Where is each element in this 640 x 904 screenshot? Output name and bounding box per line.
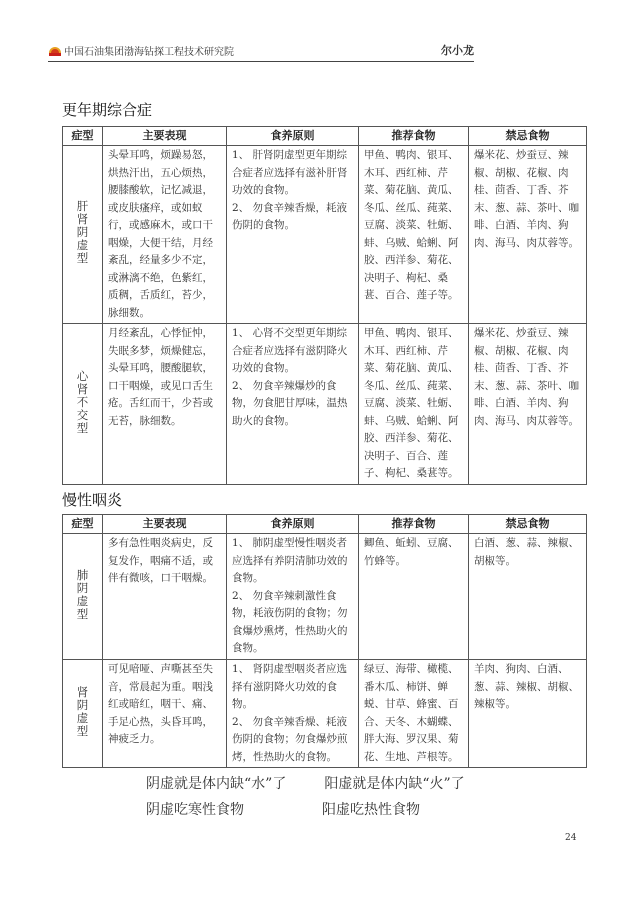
recommended-cell: 甲鱼、鸭肉、银耳、木耳、西红柿、芹菜、菊花脑、黄瓜、冬瓜、丝瓜、莼菜、豆腐、淡菜、牡蛎、蚌、乌贼、蛤蜊、阿胶、西洋参、菊花、决明子、枸杞、桑葚、百合、莲子等。: [359, 146, 469, 324]
header-author: 尔小龙: [441, 44, 474, 57]
recommended-cell: 甲鱼、鸭肉、银耳、木耳、西红柿、芹菜、菊花脑、黄瓜、冬瓜、丝瓜、莼菜、豆腐、淡菜、牡蛎、蚌、乌贼、蛤蜊、阿胶、西洋参、菊花、决明子、百合、莲子、枸杞、桑葚等。: [359, 324, 469, 485]
syndrome-type-cell: 肾阴虚型: [63, 660, 103, 768]
col-header-type: 症型: [63, 127, 103, 146]
yin-deficiency-diet: 阴虚吃寒性食物: [146, 802, 244, 818]
forbidden-cell: 羊肉、狗肉、白酒、葱、蒜、辣椒、胡椒、辣椒等。: [469, 660, 587, 768]
table-row: [63, 146, 587, 324]
syndrome-type-cell: 肝肾阴虚型: [63, 146, 103, 324]
forbidden-cell: 爆米花、炒蚕豆、辣椒、胡椒、花椒、肉桂、茴香、丁香、芥末、葱、蒜、茶叶、咖啡、白酒、羊肉、狗肉、海马、肉苁蓉等。: [469, 146, 587, 324]
petrochina-logo-icon: [48, 45, 62, 57]
page-header: [48, 42, 474, 62]
symptoms-cell: 可见喑哑、声嘶甚至失音，常晨起为重。咽浅红或暗红，咽干、痛、手足心热，头昏耳鸣，神疲乏力。: [103, 660, 227, 768]
table-row: [63, 660, 587, 768]
col-header-type: 症型: [63, 515, 103, 534]
principles-cell: 1、 肝肾阴虚型更年期综合症者应选择有滋补肝肾功效的食物。 2、 勿食辛辣香燥，耗液伤阴的食物。: [227, 146, 359, 324]
pharyngitis-table: [62, 514, 587, 768]
col-header-recommended: 推荐食物: [359, 127, 469, 146]
table-row: [63, 534, 587, 660]
summary-line-2: [146, 799, 420, 819]
section-title-pharyngitis: 慢性咽炎: [62, 491, 123, 509]
organization-name: 中国石油集团渤海钻探工程技术研究院: [64, 47, 234, 58]
principles-cell: 1、 肺阴虚型慢性咽炎者应选择有养阴清肺功效的食物。 2、 勿食辛辣刺激性食物，耗液伤阴的食物；勿食爆炒熏烤，性热助火的食物。: [227, 534, 359, 660]
principles-cell: 1、 肾阴虚型咽炎者应选择有滋阴降火功效的食物。 2、 勿食辛辣香燥、耗液伤阴的食物；勿食爆炒煎烤，性热助火的食物。: [227, 660, 359, 768]
page-number: 24: [565, 833, 577, 843]
table-header-row: [63, 515, 587, 534]
recommended-cell: 绿豆、海带、橄榄、番木瓜、柿饼、蝉蜕、甘草、蜂蜜、百合、天冬、木蝴蝶、胖大海、罗汉果、菊花、生地、芦根等。: [359, 660, 469, 768]
menopause-table: [62, 126, 587, 485]
yang-deficiency-definition: 阳虚就是体内缺“火”了: [324, 776, 465, 792]
col-header-principles: 食养原则: [227, 515, 359, 534]
symptoms-cell: 头晕耳鸣，烦躁易怒，烘热汗出，五心烦热，腰膝酸软，记忆减退，或皮肤瘙痒，或如蚁行，或感麻木，或口干咽燥，大便干结，月经紊乱，经量多少不定，或淋漓不绝，色紫红，质稠，舌质红，苔少，脉细数。: [103, 146, 227, 324]
recommended-cell: 鲫鱼、蚯蚓、豆腐、竹蜂等。: [359, 534, 469, 660]
col-header-symptoms: 主要表现: [103, 127, 227, 146]
yin-deficiency-definition: 阴虚就是体内缺“水”了: [146, 776, 287, 792]
table-header-row: [63, 127, 587, 146]
forbidden-cell: 爆米花、炒蚕豆、辣椒、胡椒、花椒、肉桂、茴香、丁香、芥末、葱、蒜、茶叶、咖啡、白酒、羊肉、狗肉、海马、肉苁蓉等。: [469, 324, 587, 485]
forbidden-cell: 白酒、葱、蒜、辣椒、胡椒等。: [469, 534, 587, 660]
summary-line-1: [146, 773, 465, 793]
col-header-forbidden: 禁忌食物: [469, 515, 587, 534]
principles-cell: 1、 心肾不交型更年期综合症者应选择有滋阴降火功效的食物。 2、 勿食辛辣爆炒的食物，勿食肥甘厚味，温热助火的食物。: [227, 324, 359, 485]
col-header-recommended: 推荐食物: [359, 515, 469, 534]
symptoms-cell: 多有急性咽炎病史，反复发作，咽痛不适，或伴有微咳，口干咽燥。: [103, 534, 227, 660]
table-row: [63, 324, 587, 485]
col-header-principles: 食养原则: [227, 127, 359, 146]
symptoms-cell: 月经紊乱，心悸怔忡，失眠多梦，烦燥健忘，头晕耳鸣，腰酸腿软，口干咽燥，或见口舌生疮。舌红而干，少苔或无苔，脉细数。: [103, 324, 227, 485]
section-title-menopause: 更年期综合症: [62, 101, 153, 119]
header-organization: [48, 43, 234, 58]
syndrome-type-cell: 肺阴虚型: [63, 534, 103, 660]
syndrome-type-cell: 心肾不交型: [63, 324, 103, 485]
col-header-forbidden: 禁忌食物: [469, 127, 587, 146]
col-header-symptoms: 主要表现: [103, 515, 227, 534]
yang-deficiency-diet: 阳虚吃热性食物: [322, 802, 420, 818]
